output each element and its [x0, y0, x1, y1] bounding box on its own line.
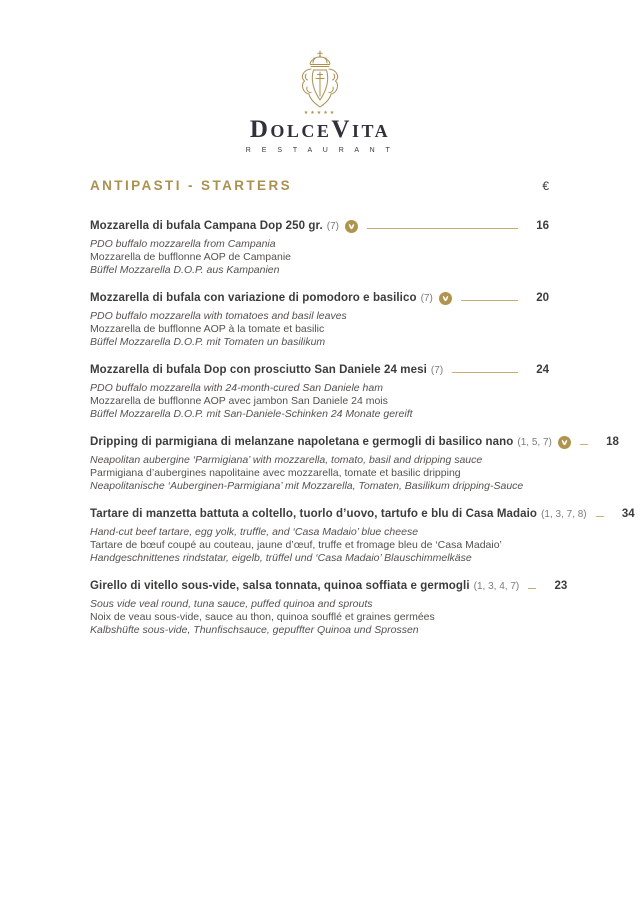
dish-title: Mozzarella di bufala Campana Dop 250 gr. — [90, 220, 323, 232]
heraldic-crest-icon — [293, 50, 347, 108]
description-de: Kalbshüfte sous-vide, Thunfischsauce, gepuffter Quinoa und Sprossen — [90, 624, 419, 636]
menu-item — [90, 506, 635, 565]
allergen-numbers: (7) — [420, 292, 433, 304]
description-en: Sous vide veal round, tuna sauce, puffed quinoa and sprouts — [90, 598, 373, 610]
menu-item — [90, 218, 549, 277]
dish-title-row — [90, 218, 549, 234]
price-leader-line — [452, 372, 518, 373]
brand-header — [0, 0, 640, 154]
menu-item — [90, 578, 568, 637]
dish-price: 20 — [536, 292, 549, 304]
menu-item — [90, 290, 549, 349]
description-en: Neapolitan aubergine ‘Parmigiana’ with mozzarella, tomato, basil and dripping sauce — [90, 454, 483, 466]
allergen-numbers: (1, 3, 7, 8) — [541, 508, 587, 520]
description-en: PDO buffalo mozzarella with tomatoes and basil leaves — [90, 310, 347, 322]
description-en: Hand-cut beef tartare, egg yolk, truffle, and ‘Casa Madaio’ blue cheese — [90, 526, 419, 538]
dish-title: Girello di vitello sous-vide, salsa tonnata, quinoa soffiata e germogli — [90, 580, 470, 592]
allergen-numbers: (7) — [326, 220, 340, 232]
menu-items — [90, 218, 635, 637]
dish-title-row — [90, 578, 568, 594]
dish-title-row — [90, 506, 635, 522]
description-fr: Mozzarella de bufflonne AOP avec jambon San Daniele 24 mois — [90, 395, 388, 407]
description-en: PDO buffalo mozzarella from Campania — [90, 238, 276, 250]
section-title: ANTIPASTI - STARTERS — [90, 178, 292, 193]
dish-title-row — [90, 362, 549, 378]
price-leader-line — [367, 228, 518, 229]
dish-title: Tartare di manzetta battuta a coltello, tuorlo d’uovo, tartufo e blu di Casa Madaio — [90, 508, 538, 520]
dish-price: 16 — [536, 220, 549, 232]
dish-title: Dripping di parmigiana di melanzane napoletana e germogli di basilico nano — [90, 436, 514, 448]
currency-symbol: € — [542, 179, 549, 193]
brand-wordmark: DolceVita — [249, 116, 391, 143]
brand-subtitle: R E S T A U R A N T — [245, 147, 395, 154]
dish-title-row — [90, 434, 619, 450]
description-de: Büffel Mozzarella D.O.P. mit San-Daniele-Schinken 24 Monate gereift — [90, 408, 413, 420]
description-fr: Parmigiana d’aubergines napolitaine avec mozzarella, tomate et basilic dripping — [90, 467, 461, 479]
dish-title-row — [90, 290, 549, 306]
price-leader-line — [528, 588, 536, 589]
description-de: Büffel Mozzarella D.O.P. mit Tomaten un basilikum — [90, 336, 326, 348]
price-leader-line — [580, 444, 588, 445]
allergen-numbers: (1, 3, 4, 7) — [473, 580, 520, 592]
dish-price: 23 — [554, 580, 568, 592]
description-fr: Mozzarella de bufflonne AOP à la tomate et basilic — [90, 323, 325, 335]
brand-stars: ★★★★★ — [303, 110, 337, 116]
description-fr: Tartare de bœuf coupé au couteau, jaune d’œuf, truffe et fromage bleu de ‘Casa Madaio’ — [90, 539, 502, 551]
allergen-numbers: (7) — [430, 364, 444, 376]
menu-content — [0, 178, 640, 637]
vegetarian-leaf-icon — [558, 436, 571, 449]
menu-item — [90, 434, 619, 493]
vegetarian-leaf-icon — [439, 292, 452, 305]
section-header — [90, 178, 549, 193]
dish-title: Mozzarella di bufala con variazione di pomodoro e basilico — [90, 292, 417, 304]
description-en: PDO buffalo mozzarella with 24-month-cured San Daniele ham — [90, 382, 383, 394]
description-fr: Mozzarella de bufflonne AOP de Campanie — [90, 251, 291, 263]
description-fr: Noix de veau sous-vide, sauce au thon, quinoa soufflé et graines germées — [90, 611, 435, 623]
menu-item — [90, 362, 549, 421]
dish-price: 18 — [606, 436, 619, 448]
dish-title: Mozzarella di bufala Dop con prosciutto San Daniele 24 mesi — [90, 364, 427, 376]
dish-price: 34 — [621, 508, 635, 520]
description-de: Büffel Mozzarella D.O.P. aus Kampanien — [90, 264, 280, 276]
description-de: Neapolitanische ‘Auberginen-Parmigiana’ mit Mozzarella, Tomaten, Basilikum dripping-Sauce — [90, 480, 524, 492]
price-leader-line — [461, 300, 518, 301]
vegetarian-leaf-icon — [345, 220, 358, 233]
price-leader-line — [596, 516, 604, 517]
allergen-numbers: (1, 5, 7) — [517, 436, 552, 448]
dish-price: 24 — [536, 364, 549, 376]
description-de: Handgeschnittenes rindstatar, eigelb, trüffel und ‘Casa Madaio’ Blauschimmelkäse — [90, 552, 472, 564]
